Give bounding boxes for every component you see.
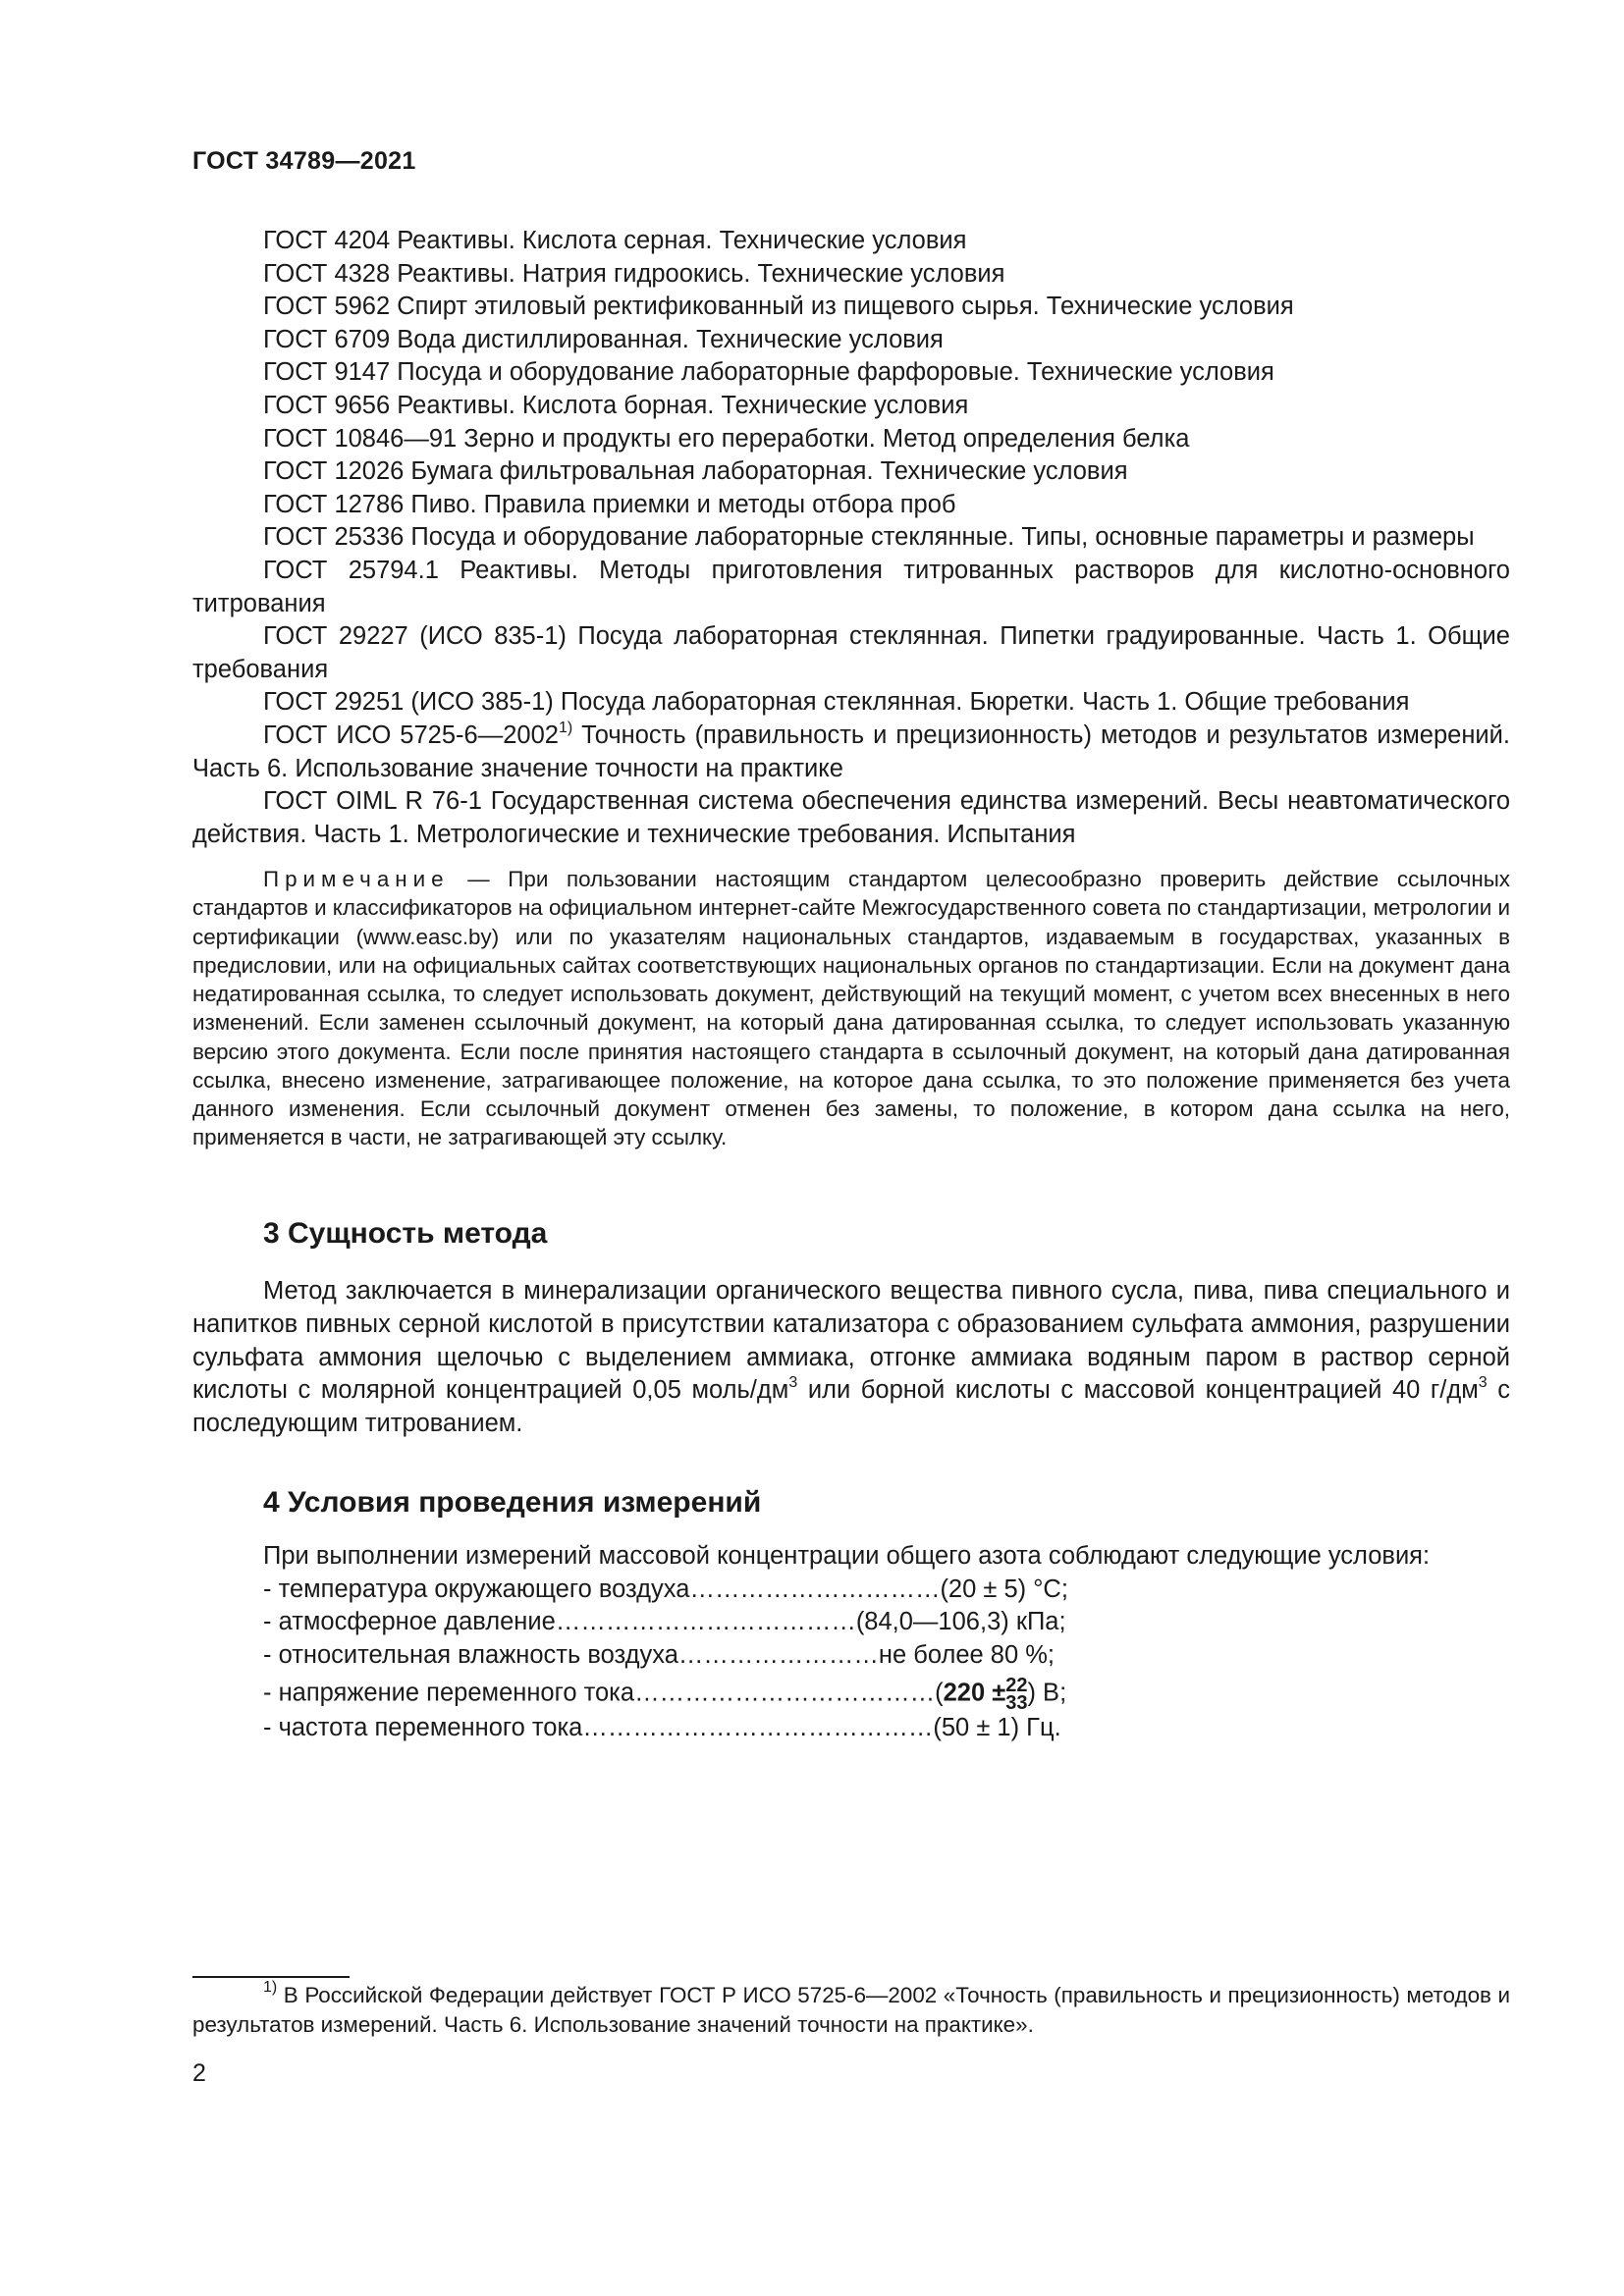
footnote-text: В Российской Федерации действует ГОСТ Р ИСО 5725-6—2002 «Точность (правильность и прецизионность) методов и результатов измерений. Часть 6. Использование значений точности на практике». xyxy=(192,1983,1510,2037)
reference-item: ГОСТ 5962 Спирт этиловый ректификованный из пищевого сырья. Технические условия xyxy=(263,293,1294,321)
reference-item: ГОСТ 4204 Реактивы. Кислота серная. Технические условия xyxy=(263,227,967,254)
reference-item: ГОСТ 29227 (ИСО 835-1) Посуда лабораторная стеклянная. Пипетки градуированные. Часть 1. Общие требования xyxy=(192,622,1510,683)
reference-item: ГОСТ 4328 Реактивы. Натрия гидроокись. Технические условия xyxy=(263,259,1005,288)
footnote-separator xyxy=(192,1976,350,1978)
section-4-intro: При выполнении измерений массовой концентрации общего азота соблюдают следующие условия: xyxy=(263,1542,1431,1571)
reference-item: ГОСТ 12026 Бумага фильтровальная лабораторная. Технические условия xyxy=(263,457,1128,486)
condition-item-voltage: - напряжение переменного тока………………………………(220 ± 22 33 ) В; xyxy=(263,1674,1067,1714)
reference-item: ГОСТ 29251 (ИСО 385-1) Посуда лабораторная стеклянная. Бюретки. Часть 1. Общие требования xyxy=(263,688,1410,717)
reference-iso-code: ГОСТ ИСО 5725-6—2002 xyxy=(263,721,559,749)
note-block xyxy=(192,865,1510,1151)
page-number: 2 xyxy=(192,2059,206,2087)
section-3-paragraph: Метод заключается в минерализации органического вещества пивного сусла, пива, пива специального и напитков пивных серной кислотой в присутствии катализатора с образованием сульфата аммония, разрушении сульфата аммония щелочью с выделением аммиака, отгонке аммиака водяным паром в раствор серной кислоты с молярной концентрацией 0,05 моль/$дм^3$ или борной кислоты с массовой концентрацией 40 $г/дм^3$ с последующим титрованием. xyxy=(192,1277,1510,1437)
voltage-tolerance: 22 33 xyxy=(1005,1674,1028,1714)
reference-item: ГОСТ 9656 Реактивы. Кислота борная. Технические условия xyxy=(263,391,969,419)
superscript: 3 xyxy=(1478,1374,1488,1392)
reference-item: ГОСТ OIML R 76-1 Государственная система обеспечения единства измерений. Весы неавтоматического действия. Часть 1. Метрологические и технические требования. Испытания xyxy=(192,787,1510,848)
reference-item: ГОСТ 25336 Посуда и оборудование лабораторные стеклянные. Типы, основные параметры и размеры xyxy=(263,523,1475,552)
condition-item: - атмосферное давление………………………………(84,0—106,3) кПа; xyxy=(263,1608,1066,1636)
footnote xyxy=(192,1981,1510,2039)
voltage-nominal: 220 ± xyxy=(943,1679,1006,1707)
reference-iso-title: Точность (правильность и прецизионность) методов и результатов измерений. Часть 6. Использование значение точности на практике xyxy=(192,721,1510,782)
condition-item: - температура окружающего воздуха…………………………(20 ± 5) °С; xyxy=(263,1575,1068,1603)
condition-item: - частота переменного тока……………………………………(50 ± 1) Гц. xyxy=(263,1713,1061,1741)
reference-item: ГОСТ 10846—91 Зерно и продукты его переработки. Метод определения белка xyxy=(263,424,1190,453)
reference-item: ГОСТ 12786 Пиво. Правила приемки и методы отбора проб xyxy=(263,490,956,518)
conditions-list xyxy=(192,1574,1510,1744)
section-3-heading: 3 Сущность метода xyxy=(263,1217,548,1251)
document-body xyxy=(192,225,1510,1744)
note-label: Примечание xyxy=(263,867,450,892)
note-text: — При пользовании настоящим стандартом целесообразно проверить действие ссылочных стандартов и классификаторов на официальном интернет-сайте Межгосударственного совета по стандартизации, метрологии и сертификации (www.easc.by) или по указателям национальных стандартов, издаваемым в государствах, указанных в предисловии, или на официальных сайтах соответствующих национальных органов по стандартизации. Если на документ дана недатированная ссылка, то следует использовать документ, действующий на текущий момент, с учетом всех внесенных в него изменений. Если заменен ссылочный документ, на который дана датированная ссылка, то следует использовать указанную версию этого документа. Если после принятия настоящего стандарта в ссылочный документ, на который дана датированная ссылка, внесено изменение, затрагивающее положение, на которое дана ссылка, то это положение применяется без учета данного изменения. Если ссылочный документ отменен без замены, то положение, в котором дана ссылка на него, применяется в части, не затрагивающей эту ссылку. xyxy=(192,867,1511,1150)
section-4-heading: 4 Условия проведения измерений xyxy=(263,1486,762,1520)
document-header: ГОСТ 34789—2021 xyxy=(192,147,416,175)
reference-item-iso xyxy=(192,720,1510,785)
reference-item: ГОСТ 9147 Посуда и оборудование лабораторные фарфоровые. Технические условия xyxy=(263,358,1274,387)
superscript: 3 xyxy=(788,1374,798,1392)
footnote-marker: 1) xyxy=(558,719,573,736)
reference-item: ГОСТ 25794.1 Реактивы. Методы приготовления титрованных растворов для кислотно-основного титрования xyxy=(192,556,1510,617)
reference-item: ГОСТ 6709 Вода дистиллированная. Технические условия xyxy=(263,325,944,353)
normative-references-list xyxy=(192,225,1510,851)
footnote-marker: 1) xyxy=(263,1979,278,1996)
condition-item: - относительная влажность воздуха……………………не более 80 %; xyxy=(263,1641,1056,1670)
